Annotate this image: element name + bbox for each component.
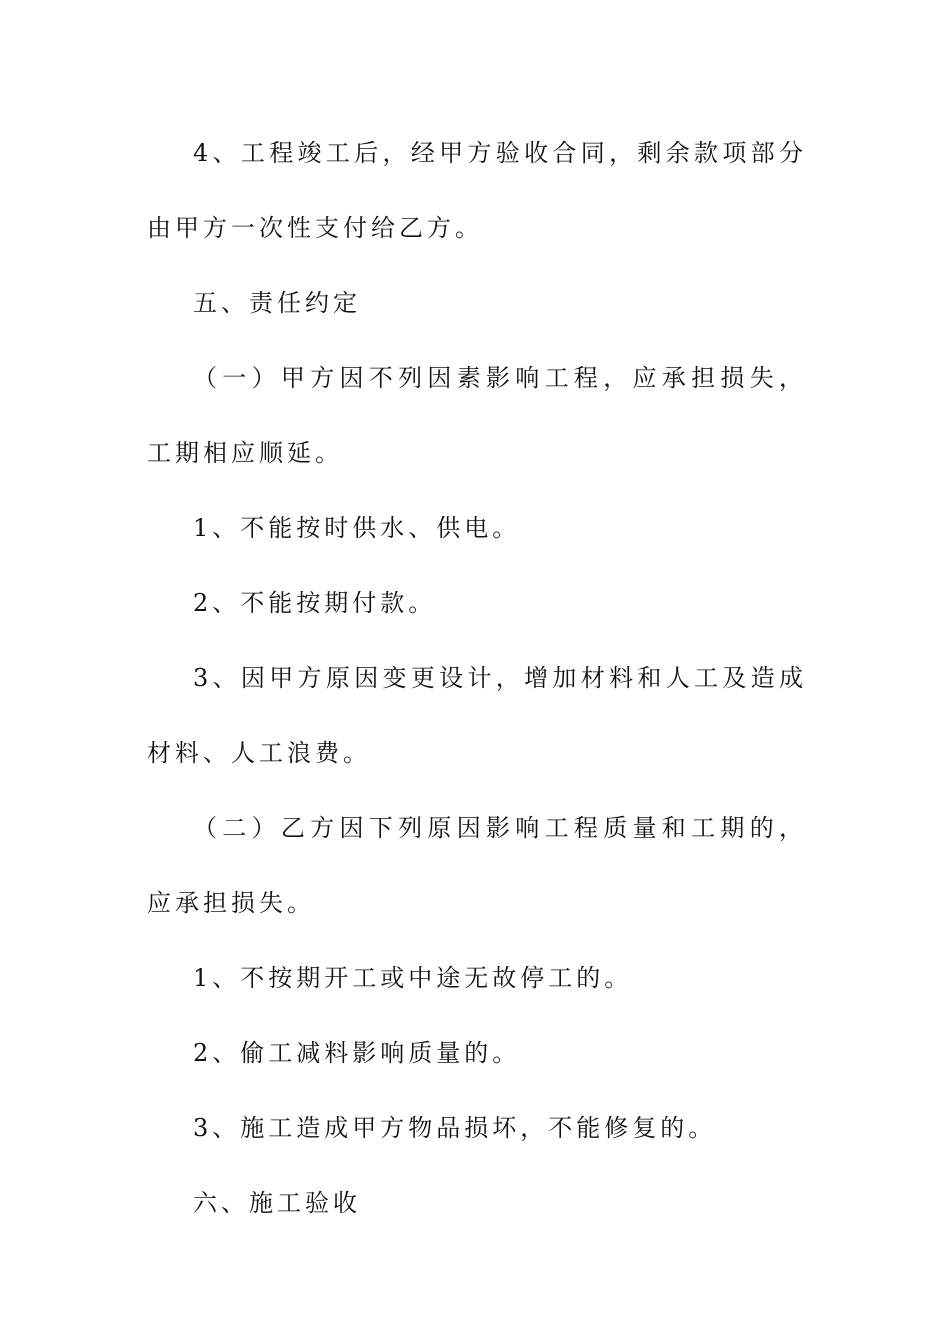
- section-heading-acceptance: 六、施工验收: [193, 1189, 361, 1217]
- list-item-payment: 2、不能按期付款。: [193, 589, 437, 617]
- paragraph-party-a-clause: （一）甲方因不列因素影响工程，应承担损失，工期相应顺延。: [147, 364, 807, 467]
- list-item-quality: 2、偷工减料影响质量的。: [193, 1039, 521, 1067]
- list-item-water-power: 1、不能按时供水、供电。: [193, 514, 521, 542]
- section-heading-responsibility: 五、责任约定: [193, 289, 361, 317]
- paragraph-party-b-clause: （二）乙方因下列原因影响工程质量和工期的，应承担损失。: [147, 814, 807, 917]
- list-item-design-change: 3、因甲方原因变更设计，增加材料和人工及造成材料、人工浪费。: [147, 664, 807, 767]
- list-item-damage: 3、施工造成甲方物品损坏，不能修复的。: [193, 1114, 717, 1142]
- paragraph-payment-clause: 4、工程竣工后，经甲方验收合同，剩余款项部分 由甲方一次性支付给乙方。: [147, 139, 807, 242]
- list-item-start-delay: 1、不按期开工或中途无故停工的。: [193, 964, 633, 992]
